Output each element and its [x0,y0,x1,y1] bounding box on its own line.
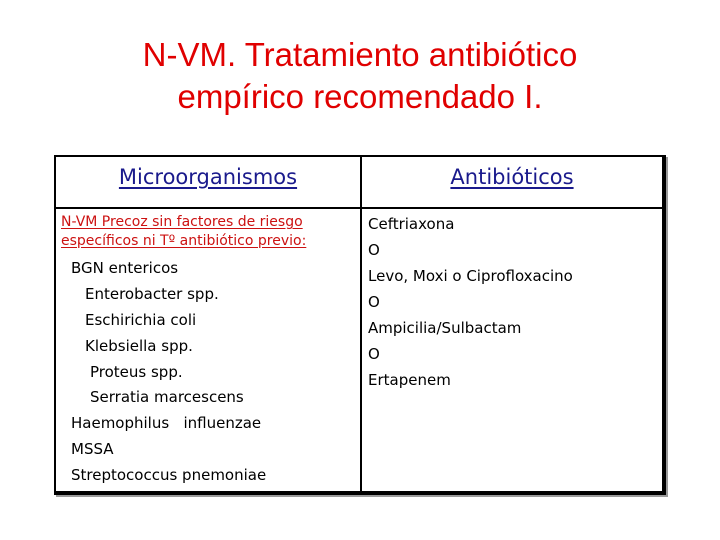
header-divider [56,207,662,209]
header-antibiotics: Antibióticos [450,165,574,189]
microorganism-item: Serratia marcescens [90,388,244,407]
treatment-table [54,155,666,495]
antibiotic-item: Levo, Moxi o Ciprofloxacino [368,267,573,285]
microorganism-item: Klebsiella spp. [85,336,193,355]
slide-title [0,34,720,118]
antibiotic-connector: O [368,241,380,259]
antibiotic-item: Ertapenem [368,371,451,389]
antibiotic-connector: O [368,293,380,311]
microorganism-item: MSSA [71,440,114,459]
antibiotic-item: Ampicilia/Sulbactam [368,319,522,337]
slide-title-line-1: N-VM. Tratamiento antibiótico [142,36,578,73]
microorganism-item: Proteus spp. [90,362,183,381]
antibiotic-connector: O [368,345,380,363]
header-microorganisms: Microorganismos [118,165,298,189]
microorganism-item: Haemophilus influenzae [71,414,262,433]
antibiotic-item: Ceftriaxona [368,215,455,233]
microorganism-item: Enterobacter spp. [85,284,219,303]
slide-title-line-2: empírico recomendado I. [177,78,543,115]
microorganism-item: Eschirichia coli [85,310,197,329]
microorganism-item: BGN entericos [71,259,179,277]
antibiotic-list [368,211,658,393]
risk-group-heading-line-1: N-VM Precoz sin factores de riesgo [61,214,303,230]
risk-group-heading-line-2: específicos ni Tº antibiótico previo: [61,233,307,249]
microorganism-item: Streptococcus pnemoniae [71,466,267,485]
risk-group-heading [61,213,357,251]
microorganism-list [56,256,360,489]
